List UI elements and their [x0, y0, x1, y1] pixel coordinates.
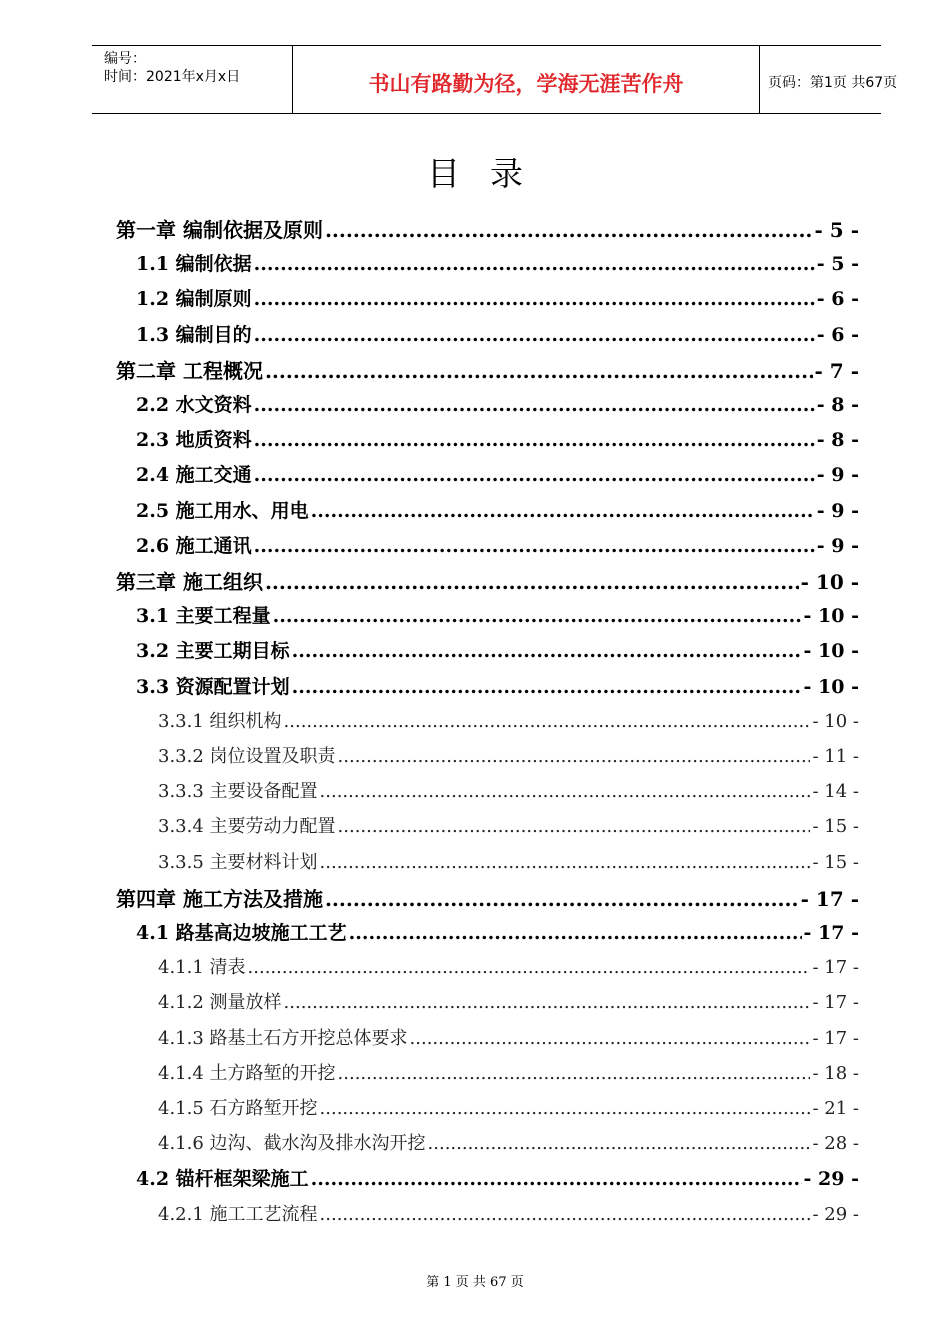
toc-entry-title: 3.1 主要工程量 [136, 605, 271, 628]
toc-entry-title: 第一章 编制依据及原则 [116, 218, 323, 242]
toc-entry-page: - 5 - [814, 218, 859, 242]
toc-entry[interactable] [136, 390, 859, 424]
toc-dot-leader [311, 1168, 802, 1190]
toc-entry-page: - 28 - [812, 1133, 859, 1155]
toc-entry[interactable] [136, 918, 859, 952]
document-number-label: 编号： [104, 51, 146, 67]
header-motto-cell [292, 46, 760, 113]
toc-entry-page: - 29 - [812, 1203, 859, 1225]
toc-entry-title: 1.1 编制依据 [136, 253, 252, 276]
toc-entry[interactable] [158, 1094, 859, 1128]
toc-dot-leader [325, 887, 799, 911]
toc-entry[interactable] [158, 953, 859, 987]
toc-entry-title: 3.3 资源配置计划 [136, 675, 290, 698]
toc-dot-leader [273, 605, 802, 627]
toc-dot-leader [248, 957, 811, 978]
toc-entry[interactable] [158, 812, 859, 846]
toc-dot-leader [311, 500, 815, 522]
toc-entry[interactable] [136, 531, 859, 565]
toc-entry[interactable] [136, 672, 859, 706]
header-motto: 书山有路勤为径，学海无涯苦作舟 [368, 71, 684, 96]
toc-entry-title: 1.3 编制目的 [136, 323, 252, 346]
toc-entry-page: - 10 - [803, 640, 859, 663]
toc-dot-leader [338, 816, 811, 837]
toc-entry[interactable] [158, 1024, 859, 1058]
toc-entry[interactable] [136, 320, 859, 354]
header-page-cell [758, 46, 898, 113]
document-time-label: 时间：2021年x月x日 [104, 69, 241, 85]
toc-dot-leader [254, 324, 815, 346]
toc-dot-leader [284, 711, 811, 732]
toc-entry[interactable] [158, 1129, 859, 1163]
toc-entry-page: - 8 - [816, 394, 859, 416]
toc-entry-title: 第四章 施工方法及措施 [116, 886, 323, 911]
toc-entry[interactable] [136, 601, 859, 635]
toc-dot-leader [320, 1098, 811, 1119]
toc-dot-leader [292, 640, 802, 662]
toc-entry-title: 2.3 地质资料 [136, 429, 252, 452]
toc-entry-page: - 17 - [800, 886, 859, 911]
toc-entry-title: 2.5 施工用水、用电 [136, 499, 309, 522]
toc-entry-page: - 17 - [812, 957, 859, 979]
toc-entry-title: 4.1 路基高边坡施工工艺 [136, 922, 347, 944]
toc-dot-leader [254, 288, 815, 310]
toc-entry-title: 第二章 工程概况 [116, 358, 263, 383]
page-footer: 第 1 页 共 67 页 [426, 1275, 524, 1290]
toc-dot-leader [320, 781, 811, 802]
toc-entry-title: 4.1.1 清表 [158, 957, 246, 979]
toc-entry-page: - 9 - [816, 464, 859, 487]
toc-entry[interactable] [116, 883, 859, 917]
toc-entry-page: - 15 - [812, 816, 859, 838]
toc-entry[interactable] [136, 496, 859, 530]
toc-entry-title: 4.1.3 路基土石方开挖总体要求 [158, 1027, 408, 1049]
toc-entry[interactable] [116, 566, 859, 600]
toc-entry[interactable] [158, 1200, 859, 1234]
toc-entry-page: - 18 - [812, 1062, 859, 1084]
toc-entry-page: - 17 - [812, 1027, 859, 1049]
page-header [92, 45, 898, 114]
toc-dot-leader [410, 1028, 811, 1049]
toc-title: 目录 [427, 154, 553, 193]
toc-entry-page: - 6 - [816, 323, 859, 346]
toc-entry-title: 2.2 水文资料 [136, 394, 252, 416]
toc-entry[interactable] [116, 214, 859, 248]
toc-entry[interactable] [158, 777, 859, 811]
toc-entry-page: - 17 - [803, 922, 859, 944]
toc-entry-page: - 6 - [816, 288, 859, 311]
toc-dot-leader [265, 570, 799, 594]
toc-entry[interactable] [158, 1059, 859, 1093]
toc-dot-leader [428, 1133, 811, 1154]
toc-entry-title: 3.3.2 岗位设置及职责 [158, 746, 336, 767]
toc-entry-page: - 5 - [816, 253, 859, 276]
toc-entry[interactable] [136, 636, 859, 670]
toc-dot-leader [254, 464, 815, 486]
header-meta-cell [92, 46, 292, 113]
toc-entry-page: - 10 - [812, 710, 859, 732]
toc-dot-leader [292, 676, 802, 698]
toc-entry-title: 3.2 主要工期目标 [136, 640, 290, 663]
toc-dot-leader [254, 429, 815, 451]
toc-entry-page: - 9 - [816, 534, 859, 557]
toc-entry-page: - 9 - [816, 499, 859, 522]
toc-dot-leader [320, 852, 811, 873]
toc-entry[interactable] [136, 1164, 859, 1198]
toc-entry[interactable] [136, 249, 859, 283]
toc-dot-leader [254, 535, 815, 557]
toc-dot-leader [254, 394, 815, 416]
toc-entry[interactable] [158, 988, 859, 1022]
toc-entry[interactable] [116, 355, 859, 389]
toc-entry-title: 4.1.2 测量放样 [158, 992, 282, 1014]
toc-entry[interactable] [136, 460, 859, 494]
toc-entry-title: 3.3.3 主要设备配置 [158, 781, 318, 803]
toc-entry-page: - 17 - [812, 992, 859, 1014]
toc-entry-title: 4.2 锚杆框架梁施工 [136, 1168, 309, 1191]
toc-dot-leader [254, 253, 815, 275]
toc-entry-title: 4.1.5 石方路堑开挖 [158, 1098, 318, 1119]
toc-dot-leader [284, 992, 811, 1013]
toc-entry-title: 1.2 编制原则 [136, 288, 252, 311]
toc-dot-leader [349, 922, 802, 944]
toc-entry[interactable] [158, 707, 859, 741]
toc-entry-title: 3.3.1 组织机构 [158, 710, 282, 732]
toc-dot-leader [320, 1204, 811, 1225]
toc-dot-leader [338, 1063, 811, 1084]
toc-entry-page: - 14 - [812, 781, 859, 803]
toc-entry-page: - 29 - [803, 1168, 859, 1191]
toc-entry[interactable] [136, 284, 859, 318]
toc-entry-page: - 21 - [812, 1098, 859, 1119]
toc-entry[interactable] [136, 425, 859, 459]
toc-entry-page: - 10 - [803, 675, 859, 698]
toc-entry-title: 3.3.5 主要材料计划 [158, 851, 318, 873]
toc-dot-leader [325, 218, 813, 242]
toc-entry[interactable] [158, 742, 859, 776]
toc-entry-page: - 11 - [812, 746, 859, 767]
toc-entry-title: 3.3.4 主要劳动力配置 [158, 816, 336, 838]
toc-entry-page: - 10 - [800, 570, 859, 594]
toc-entry-title: 4.2.1 施工工艺流程 [158, 1203, 318, 1225]
toc-entry-page: - 7 - [814, 358, 859, 383]
toc-entry-page: - 15 - [812, 851, 859, 873]
toc-entry[interactable] [158, 848, 859, 882]
toc-entry-title: 2.4 施工交通 [136, 464, 252, 487]
toc-entry-page: - 10 - [803, 605, 859, 628]
toc-entry-title: 2.6 施工通讯 [136, 534, 252, 557]
toc-entry-page: - 8 - [816, 429, 859, 452]
toc-entry-title: 4.1.6 边沟、截水沟及排水沟开挖 [158, 1133, 426, 1155]
toc-entry-title: 4.1.4 土方路堑的开挖 [158, 1062, 336, 1084]
header-page-info: 页码：第1页 共67页 [768, 75, 898, 91]
toc-dot-leader [265, 359, 813, 383]
toc-dot-leader [338, 746, 811, 767]
toc-entry-title: 第三章 施工组织 [116, 570, 263, 594]
